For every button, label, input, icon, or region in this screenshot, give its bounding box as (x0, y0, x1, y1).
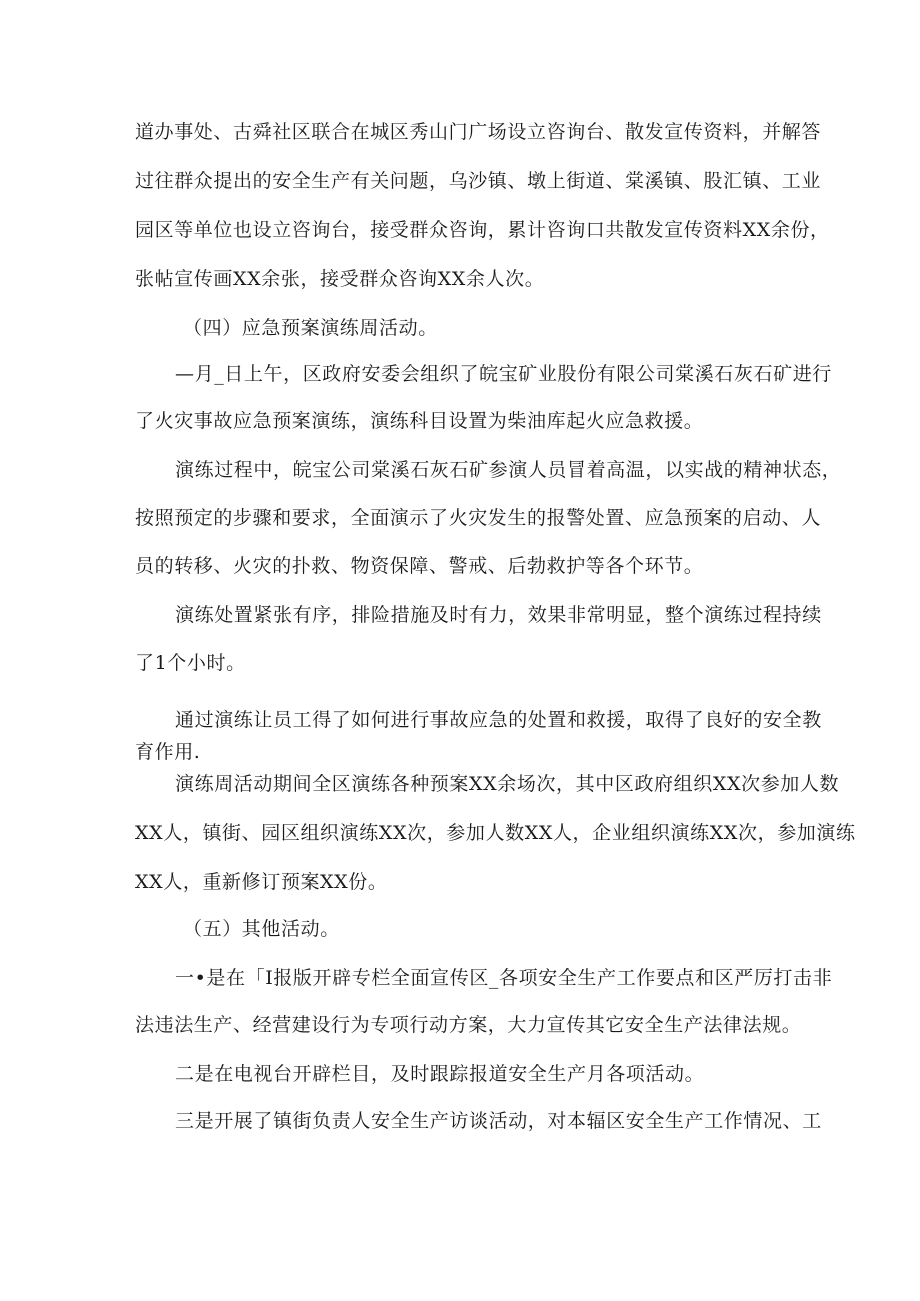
text-line: 道办事处、古舜社区联合在城区秀山门广场设立咨询台、散发宣传资料，并解答 (135, 121, 822, 143)
text-line: 员的转移、火灾的扑救、物资保障、警戒、后勃救护等各个环节。 (135, 555, 704, 577)
text-line: 园区等单位也设立咨询台，接受群众咨询，累计咨询口共散发宣传资料XX余份， (135, 219, 830, 241)
text-line: —月_日上午，区政府安委会组织了皖宝矿业股份有限公司棠溪石灰石矿进行 (175, 363, 832, 385)
text-line: 过往群众提出的安全生产有关问题，乌沙镇、墩上街道、棠溪镇、股汇镇、工业 (135, 170, 822, 192)
text-line: XX人，镇街、园区组织演练XX次，参加人数XX人，企业组织演练XX次，参加演练 (135, 822, 856, 844)
text-line: 三是开展了镇街负责人安全生产访谈活动，对本辐区安全生产工作情况、工 (175, 1110, 822, 1132)
text-line: 二是在电视台开辟栏目，及时跟踪报道安全生产月各项活动。 (175, 1063, 705, 1085)
paragraph-drill-date (135, 362, 832, 433)
paragraph-drill-education (135, 708, 822, 764)
section-heading-five (183, 917, 843, 941)
paragraph-drill-process (135, 458, 842, 578)
paragraph-drill-result (135, 603, 822, 675)
text-line: 了1个小时。 (135, 652, 246, 674)
paragraph-tv-column (175, 1062, 795, 1086)
heading-text: （四）应急预案演练周活动。 (183, 317, 438, 339)
paragraph-newspaper-column (135, 966, 833, 1037)
heading-text: （五）其他活动。 (183, 918, 340, 940)
text-line: 法违法生产、经营建设行为专项行动方案，大力宣传其它安全生产法律法规。 (135, 1014, 802, 1036)
text-line: XX人，重新修订预案XX份。 (135, 871, 388, 893)
section-heading-four (183, 316, 843, 340)
text-line: 一•是在「I报版开辟专栏全面宣传区_各项安全生产工作要点和区严厉打击非 (175, 967, 833, 989)
paragraph-publicity-consultation (135, 120, 830, 291)
paragraph-interview (175, 1109, 822, 1133)
paragraph-drill-statistics (135, 772, 856, 894)
text-line: 演练处置紧张有序，排险措施及时有力，效果非常明显，整个演练过程持续 (175, 604, 822, 626)
text-line: 了火灾事故应急预案演练，演练科目设置为柴油库起火应急救援。 (135, 410, 704, 432)
text-line: 演练周活动期间全区演练各种预案XX余场次，其中区政府组织XX次参加人数 (175, 773, 840, 795)
text-line: 演练过程中，皖宝公司棠溪石灰石矿参演人员冒着高温，以实战的精神状态， (175, 459, 842, 481)
text-line: 通过演练让员工得了如何进行事故应急的处置和救援，取得了良好的安全教 (175, 709, 822, 731)
text-line: 张帖宣传画XX余张，接受群众咨询XX余人次。 (135, 268, 545, 290)
text-line: 育作用. (135, 741, 201, 763)
text-line: 按照预定的步骤和要求，全面演示了火灾发生的报警处置、应急预案的启动、人 (135, 507, 822, 529)
